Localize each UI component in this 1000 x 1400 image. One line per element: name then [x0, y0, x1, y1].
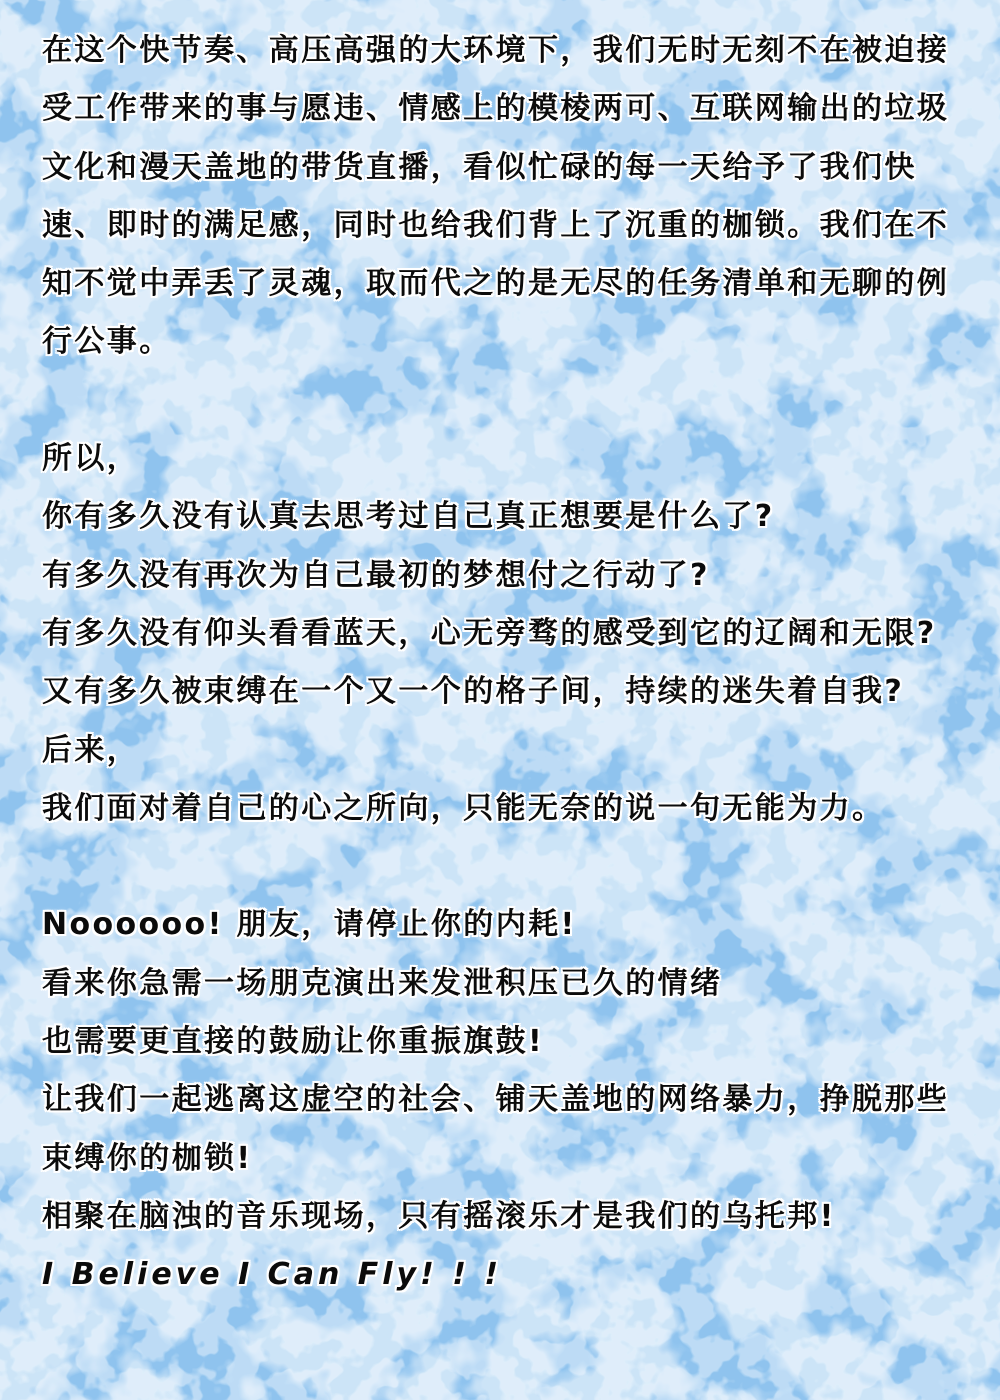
text-line: 在这个快节奏、高压高强的大环境下，我们无时无刻不在被迫接 — [42, 33, 950, 68]
text-line: 相聚在脑浊的音乐现场，只有摇滚乐才是我们的乌托邦! — [42, 1198, 836, 1234]
text-line: 知不觉中弄丢了灵魂，取而代之的是无尽的任务清单和无聊的例 — [42, 266, 950, 302]
paragraph-intro — [42, 22, 957, 372]
slogan-line: I Believe I Can Fly! ! ! — [42, 1257, 503, 1293]
text-line: 受工作带来的事与愿违、情感上的模棱两可、互联网输出的垃圾 — [42, 91, 950, 127]
text-line: 文化和漫天盖地的带货直播，看似忙碌的每一天给予了我们快 — [42, 149, 917, 185]
text-line: 有多久没有再次为自己最初的梦想付之行动了? — [42, 557, 710, 593]
paragraph-spacer — [42, 372, 957, 430]
article-body — [42, 22, 957, 1305]
paragraph-questions — [42, 430, 957, 838]
text-line: 后来， — [42, 732, 140, 768]
paragraph-spacer — [42, 838, 957, 896]
text-line: 束缚你的枷锁! — [42, 1140, 253, 1176]
text-line: 行公事。 — [42, 324, 172, 360]
text-line: 又有多久被束缚在一个又一个的格子间，持续的迷失着自我? — [42, 674, 905, 710]
text-line: 所以， — [42, 441, 140, 477]
text-line: Noooooo! 朋友，请停止你的内耗! — [42, 907, 577, 943]
text-line: 速、即时的满足感，同时也给我们背上了沉重的枷锁。我们在不 — [42, 207, 950, 243]
text-line: 我们面对着自己的心之所向，只能无奈的说一句无能为力。 — [42, 790, 885, 826]
text-line: 你有多久没有认真去思考过自己真正想要是什么了? — [42, 499, 775, 535]
text-line: 有多久没有仰头看看蓝天，心无旁骛的感受到它的辽阔和无限? — [42, 615, 937, 651]
text-line: 看来你急需一场朋克演出来发泄积压已久的情绪 — [42, 965, 723, 1001]
text-line: 让我们一起逃离这虚空的社会、铺天盖地的网络暴力，挣脱那些 — [42, 1082, 950, 1118]
text-line: 也需要更直接的鼓励让你重振旗鼓! — [42, 1024, 545, 1060]
paragraph-call-to-action — [42, 896, 957, 1304]
